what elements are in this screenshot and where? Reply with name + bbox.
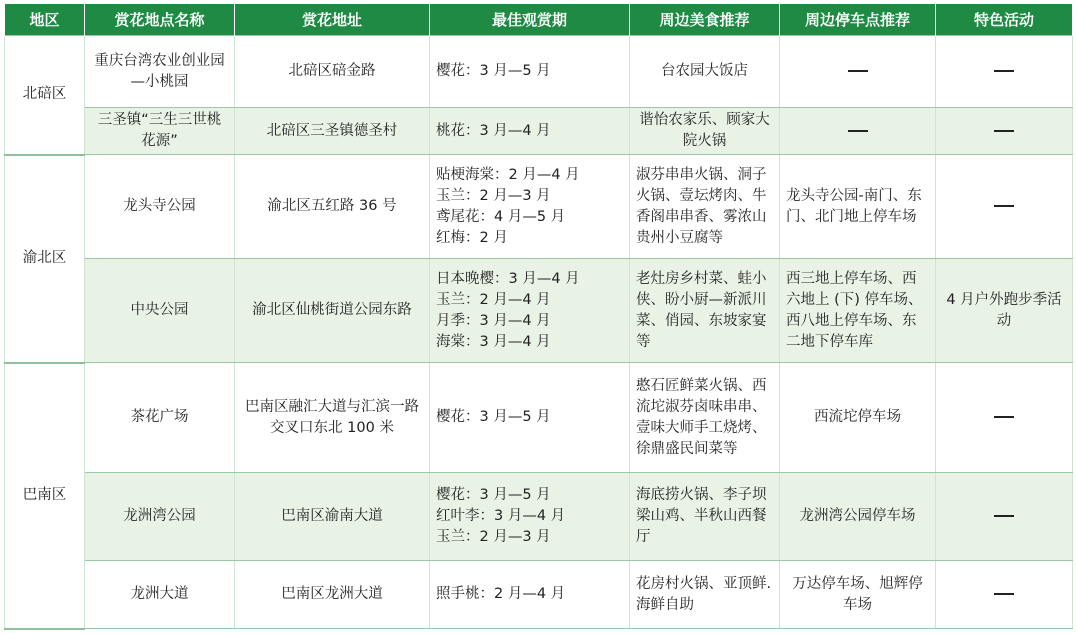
bloom-cell	[430, 561, 630, 629]
table-row	[5, 473, 1073, 561]
bloom-cell	[430, 473, 630, 561]
parking-cell: 龙头寺公园-南门、东门、北门地上停车场	[780, 155, 936, 259]
food-cell: 海底捞火锅、李子坝梁山鸡、半秋山西餐厅	[630, 473, 780, 561]
region-cell: 渝北区	[5, 155, 85, 363]
bloom-line: 贴梗海棠：2 月—4 月	[436, 166, 580, 183]
bloom-line: 海棠：3 月—4 月	[436, 333, 551, 350]
parking-cell	[780, 36, 936, 108]
dash-mark	[994, 70, 1014, 72]
food-cell: 淑芬串串火锅、洞子火锅、壹坛烤肉、牛香阁串串香、雾浓山贵州小豆腐等	[630, 155, 780, 259]
dash-mark	[994, 205, 1014, 207]
activity-cell	[936, 155, 1073, 259]
header-activity: 特色活动	[936, 4, 1073, 36]
bloom-cell	[430, 363, 630, 473]
bloom-line: 玉兰：2 月—3 月	[436, 187, 551, 204]
bloom-line: 红梅：2 月	[436, 229, 508, 246]
food-cell: 台农园大饭店	[630, 36, 780, 108]
spot-name-cell: 中央公园	[85, 259, 235, 363]
dash-mark	[994, 130, 1014, 132]
spot-name-cell: 重庆台湾农业创业园—小桃园	[85, 36, 235, 108]
food-cell: 老灶房乡村菜、蛙小侠、盼小厨—新派川菜、俏园、东坡家宴等	[630, 259, 780, 363]
activity-cell: 4 月户外跑步季活动	[936, 259, 1073, 363]
address-cell: 渝北区仙桃街道公园东路	[235, 259, 430, 363]
header-address: 赏花地址	[235, 4, 430, 36]
parking-cell: 龙洲湾公园停车场	[780, 473, 936, 561]
header-row	[5, 4, 1073, 36]
activity-cell	[936, 363, 1073, 473]
food-cell: 花房村火锅、亚顶鲜.海鲜自助	[630, 561, 780, 629]
table-row	[5, 363, 1073, 473]
spot-name-cell: 龙洲湾公园	[85, 473, 235, 561]
activity-cell	[936, 108, 1073, 155]
activity-cell	[936, 473, 1073, 561]
address-cell: 北碚区三圣镇德圣村	[235, 108, 430, 155]
header-spot-name: 赏花地点名称	[85, 4, 235, 36]
header-parking: 周边停车点推荐	[780, 4, 936, 36]
dash-mark	[994, 416, 1014, 418]
bloom-line: 月季：3 月—4 月	[436, 312, 551, 329]
header-region: 地区	[5, 4, 85, 36]
dash-mark	[994, 515, 1014, 517]
bloom-line: 红叶李：3 月—4 月	[436, 508, 566, 524]
flower-viewing-table-container	[4, 4, 1072, 630]
spot-name-cell: 龙洲大道	[85, 561, 235, 629]
address-cell: 渝北区五红路 36 号	[235, 155, 430, 259]
table-row	[5, 36, 1073, 108]
table-row	[5, 155, 1073, 259]
spot-name-cell: 三圣镇“三生三世桃花源”	[85, 108, 235, 155]
parking-cell: 万达停车场、旭辉停车场	[780, 561, 936, 629]
address-cell: 巴南区龙洲大道	[235, 561, 430, 629]
dash-mark	[848, 70, 868, 72]
region-cell: 巴南区	[5, 363, 85, 629]
bloom-line: 樱花：3 月—5 月	[436, 487, 551, 503]
activity-cell	[936, 36, 1073, 108]
bloom-cell	[430, 36, 630, 108]
header-best-period: 最佳观赏期	[430, 4, 630, 36]
bloom-line: 玉兰：2 月—3 月	[436, 529, 551, 545]
header-food: 周边美食推荐	[630, 4, 780, 36]
parking-cell	[780, 108, 936, 155]
table-row	[5, 108, 1073, 155]
dash-mark	[848, 130, 868, 132]
parking-cell: 西三地上停车场、西六地上 (下) 停车场、西八地上停车场、东二地下停车库	[780, 259, 936, 363]
bloom-line: 鸢尾花：4 月—5 月	[436, 208, 566, 225]
bloom-line: 桃花：3 月—4 月	[436, 122, 551, 139]
spot-name-cell: 茶花广场	[85, 363, 235, 473]
address-cell: 巴南区渝南大道	[235, 473, 430, 561]
dash-mark	[994, 593, 1014, 595]
bloom-cell	[430, 155, 630, 259]
region-cell: 北碚区	[5, 36, 85, 155]
bloom-line: 樱花：3 月—5 月	[436, 409, 551, 425]
table-row	[5, 259, 1073, 363]
activity-cell	[936, 561, 1073, 629]
bloom-line: 樱花：3 月—5 月	[436, 63, 551, 79]
bloom-cell	[430, 108, 630, 155]
bloom-line: 照手桃：2 月—4 月	[436, 586, 566, 602]
bloom-line: 玉兰：2 月—4 月	[436, 291, 551, 308]
spot-name-cell: 龙头寺公园	[85, 155, 235, 259]
food-cell: 憨石匠鲜菜火锅、西流坨淑芬卤味串串、壹味大师手工烧烤、徐鼎盛民间菜等	[630, 363, 780, 473]
bloom-cell	[430, 259, 630, 363]
bloom-line: 日本晚樱：3 月—4 月	[436, 270, 580, 287]
food-cell: 谐怡农家乐、顾家大院火锅	[630, 108, 780, 155]
flower-viewing-table	[4, 4, 1073, 630]
parking-cell: 西流坨停车场	[780, 363, 936, 473]
address-cell: 巴南区融汇大道与汇滨一路交叉口东北 100 米	[235, 363, 430, 473]
address-cell: 北碚区碚金路	[235, 36, 430, 108]
table-row	[5, 561, 1073, 629]
